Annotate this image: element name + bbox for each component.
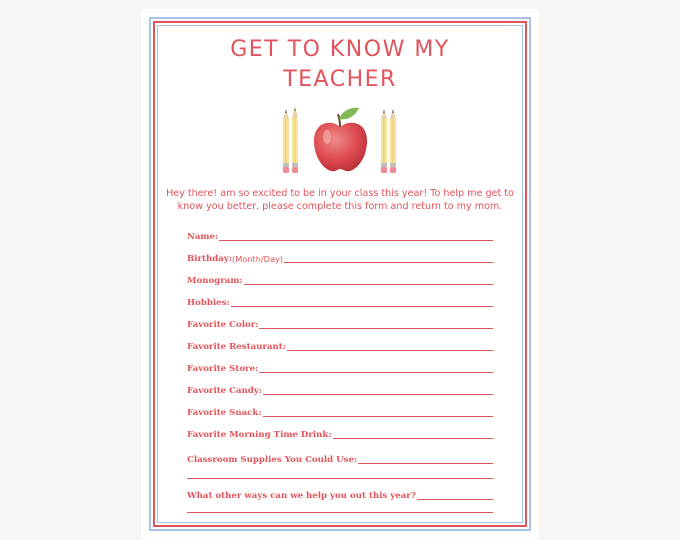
answer-line[interactable] [244,284,493,285]
title-line-1: GET TO KNOW MY [230,37,450,62]
field-favorite-candy[interactable] [187,381,493,397]
field-label: Favorite Snack: [187,408,262,418]
field-favorite-store[interactable] [187,359,493,375]
pencil-icon [292,107,298,173]
field-label: Favorite Candy: [187,386,262,396]
intro-text: Hey there! am so excited to be in your class this year! To help me get to know you better, please complete this form and return to my mom. [166,188,514,212]
field-label: Birthday: [187,254,233,264]
apple-icon [314,108,367,171]
field-help-ways[interactable] [187,486,493,502]
field-label: Hobbies: [187,298,230,308]
field-label: Favorite Store: [187,364,259,374]
answer-line[interactable] [263,394,493,395]
answer-line[interactable] [358,463,493,464]
field-name[interactable] [187,227,493,243]
field-label: Monogram: [187,276,243,286]
apple-pencils-illustration [277,105,403,179]
answer-line-extra[interactable] [187,478,493,479]
answer-line[interactable] [287,350,493,351]
field-favorite-color[interactable] [187,315,493,331]
answer-line[interactable] [231,306,493,307]
field-label: Favorite Color: [187,320,259,330]
answer-line-extra[interactable] [187,512,493,513]
answer-line[interactable] [259,328,493,329]
worksheet-page [141,9,539,539]
answer-line[interactable] [417,499,493,500]
pencil-icon [381,109,387,173]
field-classroom-supplies[interactable] [187,450,493,466]
answer-line[interactable] [333,438,493,439]
answer-line[interactable] [259,372,493,373]
page-title [171,35,509,95]
field-label: Favorite Restaurant: [187,342,286,352]
field-hobbies[interactable] [187,293,493,309]
title-line-2: TEACHER [283,67,397,92]
field-label: Name: [187,232,219,242]
pencil-icon [390,109,396,173]
pencil-icon [283,109,289,173]
field-favorite-restaurant[interactable] [187,337,493,353]
field-favorite-drink[interactable] [187,425,493,441]
field-birthday[interactable] [187,249,493,265]
field-label: What other ways can we help you out this year? [187,491,416,501]
answer-line[interactable] [284,262,493,263]
field-label: Classroom Supplies You Could Use: [187,455,358,465]
field-favorite-snack[interactable] [187,403,493,419]
answer-line[interactable] [263,416,493,417]
field-monogram[interactable] [187,271,493,287]
field-label: Favorite Morning Time Drink: [187,430,332,440]
field-hint: (Month/Day) [232,254,284,264]
answer-line[interactable] [219,240,493,241]
